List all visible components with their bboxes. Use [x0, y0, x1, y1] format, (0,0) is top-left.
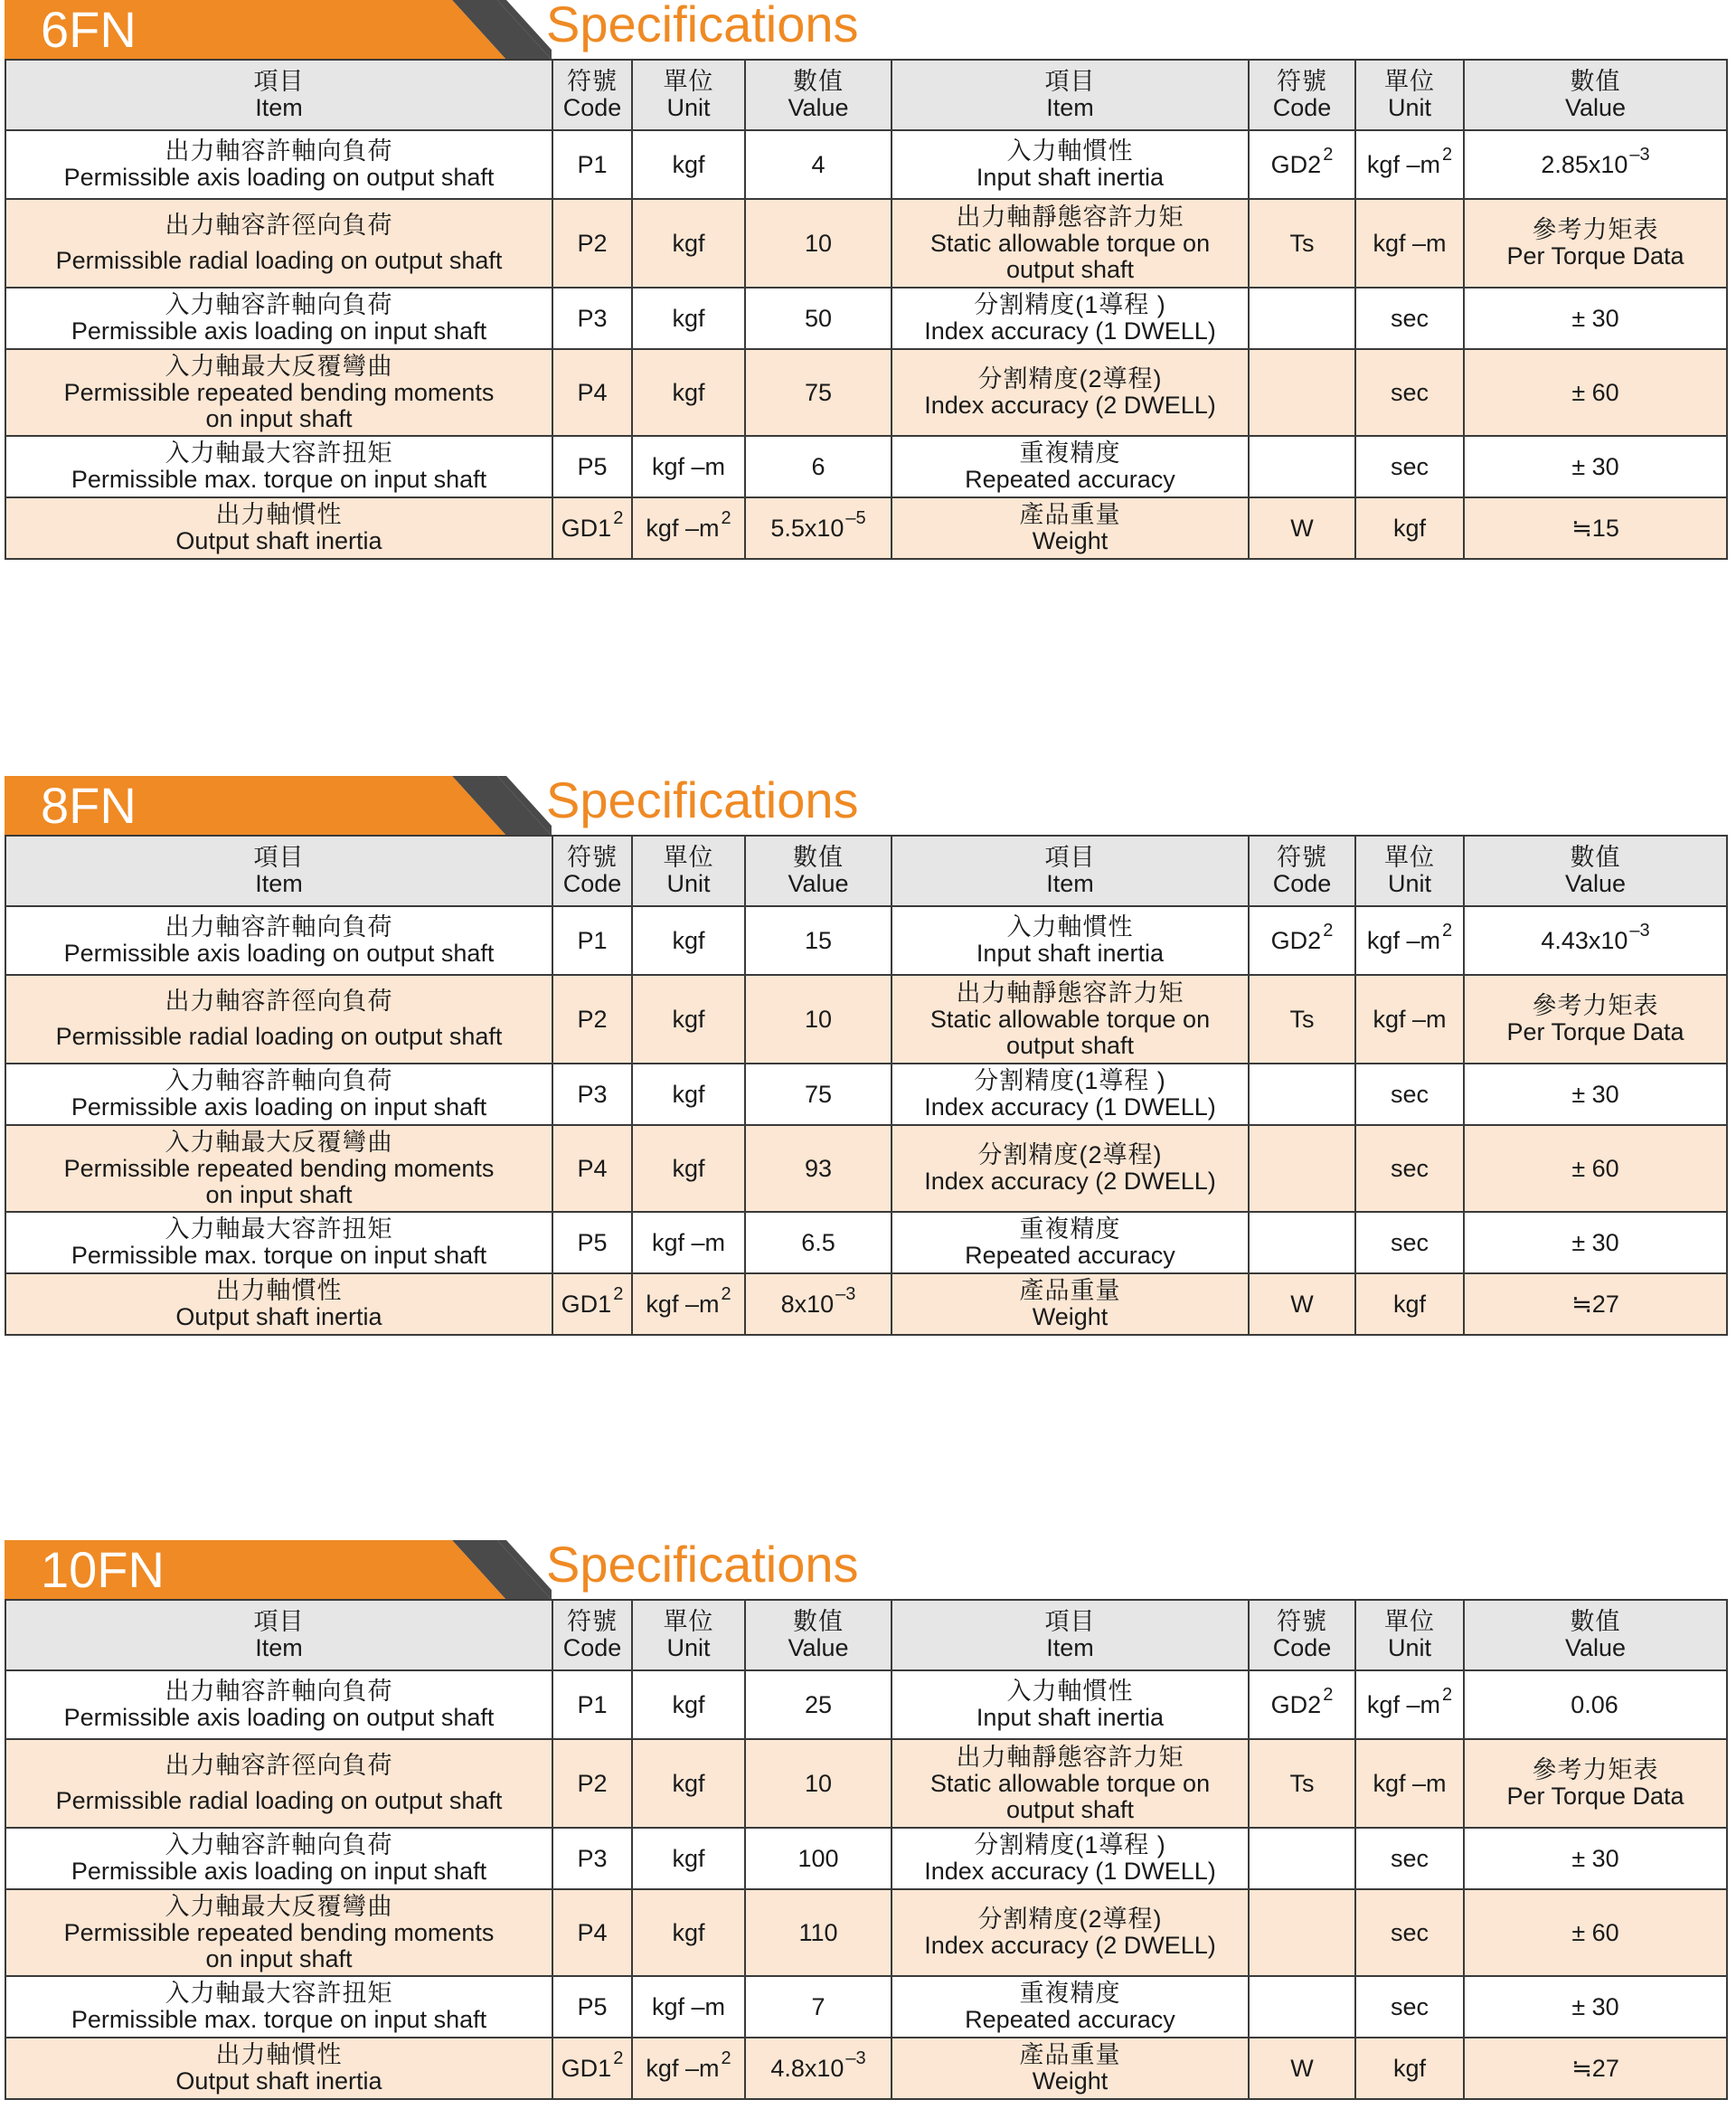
header-unit: 單位 Unit	[1355, 1600, 1464, 1670]
item-cell: 出力軸容許軸向負荷 Permissible axis loading on output shaft	[5, 130, 552, 199]
unit-cell: sec	[1355, 1828, 1464, 1889]
table-row	[5, 199, 1727, 288]
header-item: 項目 Item	[892, 1600, 1249, 1670]
unit-cell: kgf	[1355, 2038, 1464, 2099]
item-cell: 產品重量 Weight	[892, 497, 1249, 559]
unit-cell: kgf –m $^2$	[1355, 130, 1464, 199]
unit-cell: kgf	[632, 130, 745, 199]
model-name: 6FN	[41, 1, 137, 58]
item-cell: 分割精度(1導程 ) Index accuracy (1 DWELL)	[892, 288, 1249, 349]
value-cell: ≒27	[1464, 2038, 1727, 2099]
value-cell: 4	[745, 130, 892, 199]
value-cell: 0.06	[1464, 1670, 1727, 1739]
model-tab	[5, 1540, 552, 1600]
header-code: 符號 Code	[1249, 1600, 1355, 1670]
code-cell	[1249, 1976, 1355, 2038]
item-cell: 入力軸慣性 Input shaft inertia	[892, 130, 1249, 199]
item-cell: 出力軸容許軸向負荷 Permissible axis loading on output shaft	[5, 1670, 552, 1739]
model-tab	[5, 776, 552, 836]
code-cell	[1249, 1828, 1355, 1889]
code-cell: Ts	[1249, 199, 1355, 288]
code-cell: GD1 $^2$	[552, 1273, 632, 1335]
header-unit: 單位 Unit	[1355, 836, 1464, 906]
table-row	[5, 288, 1727, 349]
value-cell: ≒27	[1464, 1273, 1727, 1335]
header-value: 數值 Value	[745, 836, 892, 906]
unit-cell: kgf –m	[632, 1976, 745, 2038]
code-cell	[1249, 1212, 1355, 1273]
unit-cell: kgf –m $^2$	[632, 497, 745, 559]
code-cell: P2	[552, 1739, 632, 1828]
specifications-title: Specifications	[546, 771, 859, 828]
code-cell: P1	[552, 906, 632, 975]
unit-cell: kgf –m	[1355, 975, 1464, 1064]
table-row	[5, 2038, 1727, 2099]
unit-cell: kgf	[632, 1739, 745, 1828]
code-cell: P5	[552, 1212, 632, 1273]
unit-cell: sec	[1355, 1064, 1464, 1125]
table-row	[5, 1889, 1727, 1976]
code-cell: P1	[552, 1670, 632, 1739]
header-code: 符號 Code	[1249, 60, 1355, 130]
item-cell: 出力軸慣性 Output shaft inertia	[5, 497, 552, 559]
unit-cell: kgf –m	[1355, 199, 1464, 288]
unit-cell: sec	[1355, 288, 1464, 349]
header-item: 項目 Item	[892, 60, 1249, 130]
spec-table	[5, 1599, 1728, 2100]
spec-section	[0, 1536, 1736, 2095]
item-cell: 產品重量 Weight	[892, 1273, 1249, 1335]
item-cell: 分割精度(1導程 ) Index accuracy (1 DWELL)	[892, 1064, 1249, 1125]
code-cell: W	[1249, 497, 1355, 559]
section-header	[0, 771, 1736, 836]
header-unit: 單位 Unit	[1355, 60, 1464, 130]
item-cell: 出力軸容許徑向負荷 Permissible radial loading on output shaft	[5, 1739, 552, 1828]
unit-cell: kgf	[632, 199, 745, 288]
table-header-row	[5, 836, 1727, 906]
item-cell: 入力軸最大反覆彎曲 Permissible repeated bending moments on input shaft	[5, 1889, 552, 1976]
value-cell: ± 30	[1464, 1828, 1727, 1889]
table-row	[5, 1125, 1727, 1212]
table-row	[5, 497, 1727, 559]
model-name: 8FN	[41, 777, 137, 834]
header-item: 項目 Item	[5, 60, 552, 130]
header-unit: 單位 Unit	[632, 60, 745, 130]
item-cell: 入力軸最大容許扭矩 Permissible max. torque on input shaft	[5, 436, 552, 497]
unit-cell: kgf –m	[632, 436, 745, 497]
value-cell: 參考力矩表 Per Torque Data	[1464, 1739, 1727, 1828]
item-cell: 出力軸靜態容許力矩 Static allowable torque on output shaft	[892, 975, 1249, 1064]
code-cell: P3	[552, 1064, 632, 1125]
item-cell: 分割精度(2導程) Index accuracy (2 DWELL)	[892, 1889, 1249, 1976]
value-cell: ± 60	[1464, 1889, 1727, 1976]
item-cell: 出力軸容許徑向負荷 Permissible radial loading on output shaft	[5, 975, 552, 1064]
code-cell: P3	[552, 288, 632, 349]
code-cell	[1249, 1889, 1355, 1976]
header-code: 符號 Code	[552, 1600, 632, 1670]
value-cell: 參考力矩表 Per Torque Data	[1464, 199, 1727, 288]
table-header-row	[5, 60, 1727, 130]
header-unit: 單位 Unit	[632, 1600, 745, 1670]
value-cell: 110	[745, 1889, 892, 1976]
table-row	[5, 436, 1727, 497]
value-cell: ≒15	[1464, 497, 1727, 559]
item-cell: 入力軸慣性 Input shaft inertia	[892, 1670, 1249, 1739]
item-cell: 出力軸慣性 Output shaft inertia	[5, 2038, 552, 2099]
header-value: 數值 Value	[1464, 60, 1727, 130]
code-cell: W	[1249, 2038, 1355, 2099]
item-cell: 分割精度(2導程) Index accuracy (2 DWELL)	[892, 349, 1249, 436]
code-cell	[1249, 436, 1355, 497]
value-cell: ± 30	[1464, 436, 1727, 497]
code-cell: Ts	[1249, 1739, 1355, 1828]
value-cell: 4.8x10 $^{-3}$	[745, 2038, 892, 2099]
unit-cell: kgf	[1355, 497, 1464, 559]
item-cell: 分割精度(2導程) Index accuracy (2 DWELL)	[892, 1125, 1249, 1212]
model-tab	[5, 0, 552, 60]
item-cell: 入力軸最大反覆彎曲 Permissible repeated bending moments on input shaft	[5, 1125, 552, 1212]
item-cell: 入力軸容許軸向負荷 Permissible axis loading on input shaft	[5, 1064, 552, 1125]
value-cell: 10	[745, 199, 892, 288]
code-cell: P4	[552, 1889, 632, 1976]
unit-cell: kgf	[632, 1889, 745, 1976]
section-header	[0, 0, 1736, 60]
value-cell: ± 30	[1464, 1976, 1727, 2038]
specifications-title: Specifications	[546, 1536, 859, 1593]
table-row	[5, 1670, 1727, 1739]
unit-cell: kgf –m	[1355, 1739, 1464, 1828]
header-item: 項目 Item	[5, 836, 552, 906]
item-cell: 重複精度 Repeated accuracy	[892, 1976, 1249, 2038]
item-cell: 入力軸慣性 Input shaft inertia	[892, 906, 1249, 975]
value-cell: 6.5	[745, 1212, 892, 1273]
unit-cell: kgf –m	[632, 1212, 745, 1273]
unit-cell: sec	[1355, 1889, 1464, 1976]
unit-cell: sec	[1355, 1125, 1464, 1212]
code-cell	[1249, 1125, 1355, 1212]
table-row	[5, 1976, 1727, 2038]
item-cell: 重複精度 Repeated accuracy	[892, 1212, 1249, 1273]
spec-section	[0, 771, 1736, 1330]
item-cell: 入力軸最大容許扭矩 Permissible max. torque on input shaft	[5, 1212, 552, 1273]
item-cell: 出力軸靜態容許力矩 Static allowable torque on output shaft	[892, 1739, 1249, 1828]
unit-cell: kgf	[632, 1828, 745, 1889]
unit-cell: kgf	[632, 1125, 745, 1212]
item-cell: 入力軸最大反覆彎曲 Permissible repeated bending moments on input shaft	[5, 349, 552, 436]
unit-cell: kgf –m $^2$	[1355, 906, 1464, 975]
table-row	[5, 1212, 1727, 1273]
value-cell: 100	[745, 1828, 892, 1889]
unit-cell: kgf –m $^2$	[1355, 1670, 1464, 1739]
value-cell: ± 60	[1464, 1125, 1727, 1212]
code-cell: W	[1249, 1273, 1355, 1335]
code-cell: GD2 $^2$	[1249, 130, 1355, 199]
unit-cell: kgf –m $^2$	[632, 2038, 745, 2099]
value-cell: 2.85x10 $^{-3}$	[1464, 130, 1727, 199]
spec-section	[0, 0, 1736, 554]
value-cell: 5.5x10 $^{-5}$	[745, 497, 892, 559]
code-cell: Ts	[1249, 975, 1355, 1064]
item-cell: 出力軸容許徑向負荷 Permissible radial loading on output shaft	[5, 199, 552, 288]
unit-cell: sec	[1355, 436, 1464, 497]
code-cell: P5	[552, 1976, 632, 2038]
table-row	[5, 130, 1727, 199]
unit-cell: kgf	[632, 288, 745, 349]
value-cell: 75	[745, 349, 892, 436]
header-value: 數值 Value	[1464, 1600, 1727, 1670]
table-header-row	[5, 1600, 1727, 1670]
code-cell: GD1 $^2$	[552, 2038, 632, 2099]
value-cell: 10	[745, 1739, 892, 1828]
header-value: 數值 Value	[1464, 836, 1727, 906]
specifications-title: Specifications	[546, 0, 859, 52]
value-cell: 參考力矩表 Per Torque Data	[1464, 975, 1727, 1064]
value-cell: 7	[745, 1976, 892, 2038]
unit-cell: sec	[1355, 1976, 1464, 2038]
item-cell: 產品重量 Weight	[892, 2038, 1249, 2099]
value-cell: 6	[745, 436, 892, 497]
value-cell: ± 60	[1464, 349, 1727, 436]
table-row	[5, 1828, 1727, 1889]
model-name: 10FN	[41, 1541, 165, 1598]
code-cell	[1249, 349, 1355, 436]
value-cell: ± 30	[1464, 288, 1727, 349]
value-cell: 75	[745, 1064, 892, 1125]
code-cell: GD2 $^2$	[1249, 906, 1355, 975]
unit-cell: kgf	[632, 349, 745, 436]
table-row	[5, 349, 1727, 436]
item-cell: 入力軸最大容許扭矩 Permissible max. torque on input shaft	[5, 1976, 552, 2038]
value-cell: 10	[745, 975, 892, 1064]
value-cell: ± 30	[1464, 1064, 1727, 1125]
value-cell: 4.43x10 $^{-3}$	[1464, 906, 1727, 975]
header-value: 數值 Value	[745, 1600, 892, 1670]
code-cell: P2	[552, 975, 632, 1064]
code-cell: P1	[552, 130, 632, 199]
item-cell: 重複精度 Repeated accuracy	[892, 436, 1249, 497]
item-cell: 入力軸容許軸向負荷 Permissible axis loading on input shaft	[5, 1828, 552, 1889]
value-cell: 8x10 $^{-3}$	[745, 1273, 892, 1335]
item-cell: 出力軸靜態容許力矩 Static allowable torque on output shaft	[892, 199, 1249, 288]
code-cell: GD1 $^2$	[552, 497, 632, 559]
header-code: 符號 Code	[552, 836, 632, 906]
header-code: 符號 Code	[1249, 836, 1355, 906]
value-cell: 93	[745, 1125, 892, 1212]
code-cell: P5	[552, 436, 632, 497]
unit-cell: sec	[1355, 1212, 1464, 1273]
unit-cell: kgf –m $^2$	[632, 1273, 745, 1335]
code-cell: P3	[552, 1828, 632, 1889]
section-header	[0, 1536, 1736, 1600]
item-cell: 入力軸容許軸向負荷 Permissible axis loading on input shaft	[5, 288, 552, 349]
table-row	[5, 975, 1727, 1064]
code-cell	[1249, 1064, 1355, 1125]
value-cell: 15	[745, 906, 892, 975]
header-value: 數值 Value	[745, 60, 892, 130]
header-item: 項目 Item	[892, 836, 1249, 906]
table-row	[5, 906, 1727, 975]
spec-table	[5, 59, 1728, 560]
value-cell: ± 30	[1464, 1212, 1727, 1273]
table-row	[5, 1273, 1727, 1335]
unit-cell: kgf	[1355, 1273, 1464, 1335]
item-cell: 分割精度(1導程 ) Index accuracy (1 DWELL)	[892, 1828, 1249, 1889]
code-cell	[1249, 288, 1355, 349]
value-cell: 25	[745, 1670, 892, 1739]
spec-table	[5, 835, 1728, 1336]
unit-cell: kgf	[632, 975, 745, 1064]
unit-cell: kgf	[632, 1670, 745, 1739]
header-item: 項目 Item	[5, 1600, 552, 1670]
code-cell: P4	[552, 1125, 632, 1212]
code-cell: P4	[552, 349, 632, 436]
header-code: 符號 Code	[552, 60, 632, 130]
item-cell: 出力軸慣性 Output shaft inertia	[5, 1273, 552, 1335]
item-cell: 出力軸容許軸向負荷 Permissible axis loading on output shaft	[5, 906, 552, 975]
code-cell: P2	[552, 199, 632, 288]
table-row	[5, 1739, 1727, 1828]
header-unit: 單位 Unit	[632, 836, 745, 906]
table-row	[5, 1064, 1727, 1125]
unit-cell: sec	[1355, 349, 1464, 436]
code-cell: GD2 $^2$	[1249, 1670, 1355, 1739]
unit-cell: kgf	[632, 1064, 745, 1125]
value-cell: 50	[745, 288, 892, 349]
unit-cell: kgf	[632, 906, 745, 975]
